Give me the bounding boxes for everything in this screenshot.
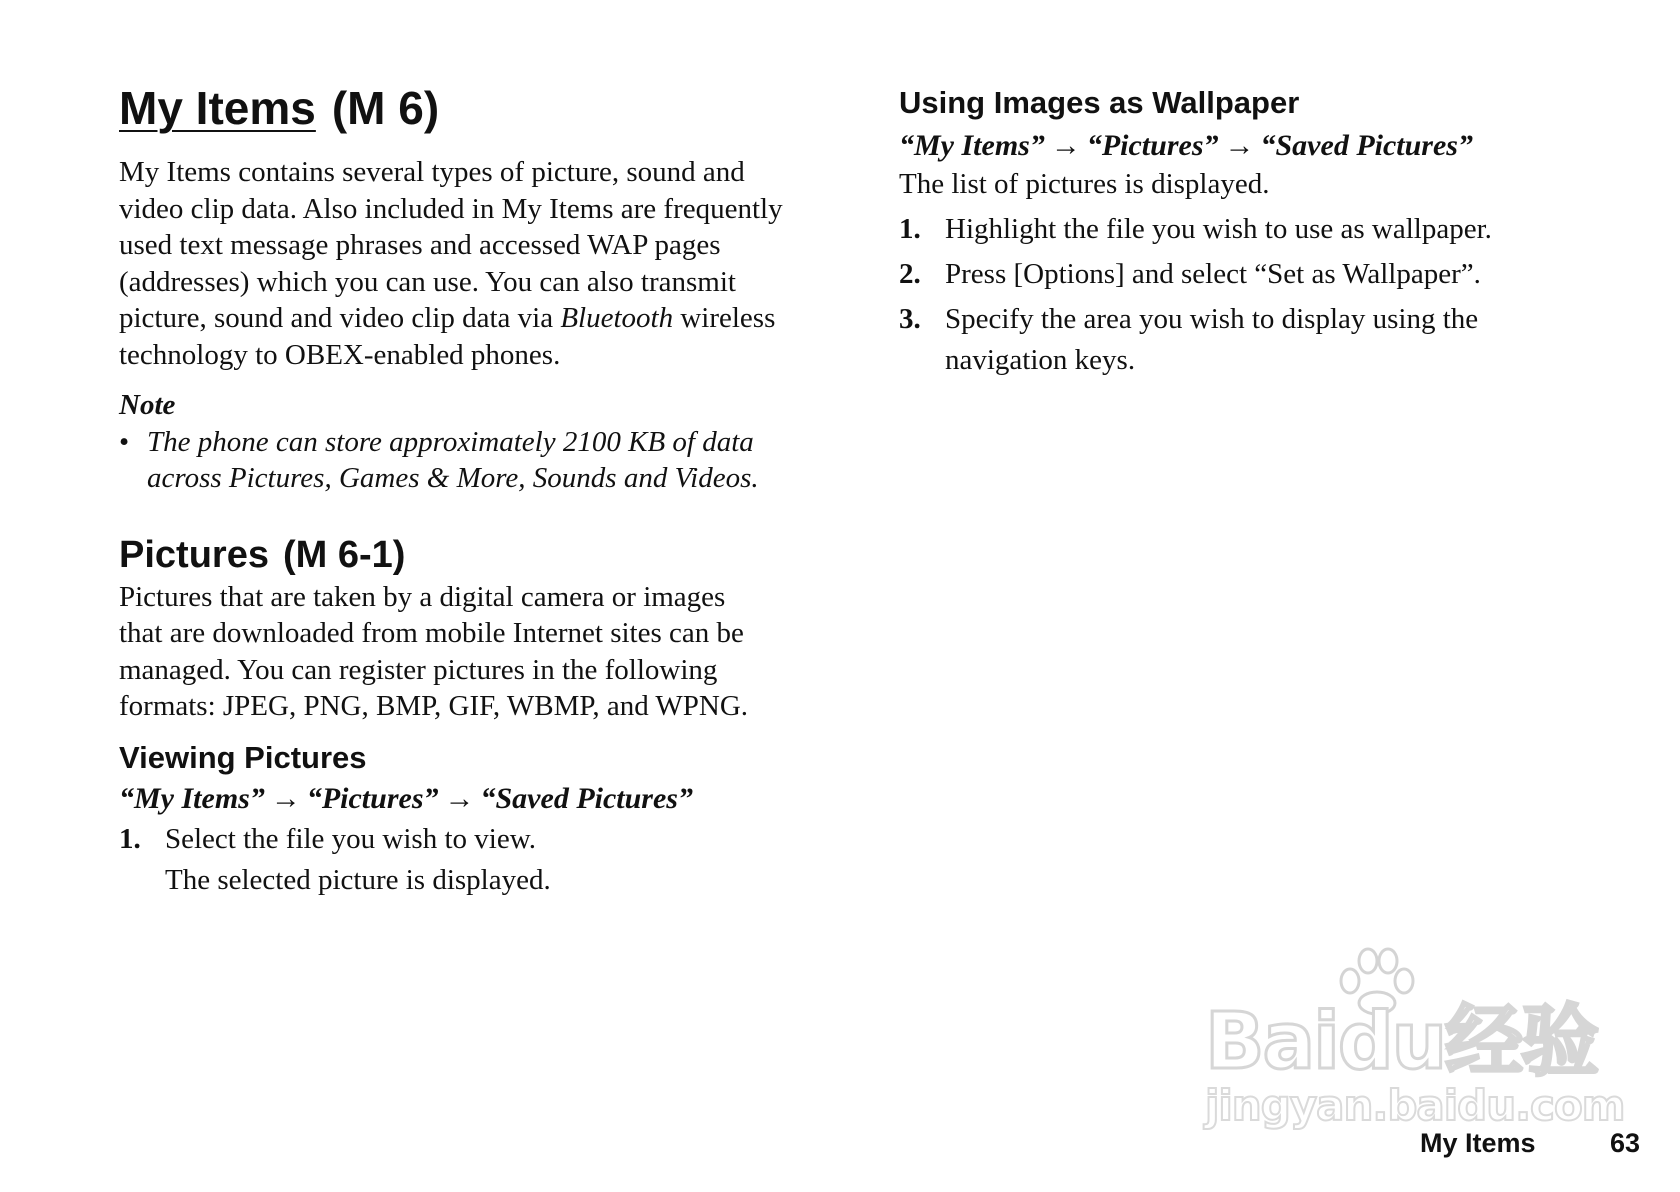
page-title — [119, 76, 839, 140]
path-step: “My Items” — [899, 129, 1045, 162]
step-text: Select the file you wish to view. — [165, 822, 537, 855]
wallpaper-menu-path — [899, 126, 1599, 166]
intro-line — [119, 300, 839, 337]
pictures-code: (M 6-1) — [282, 533, 406, 576]
bullet-icon: • — [119, 425, 130, 458]
pictures-line: that are downloaded from mobile Internet sites can be — [119, 617, 744, 649]
step-text: Press [Options] and select “Set as Wallpaper”. — [945, 257, 1481, 290]
intro-line-part: wireless — [673, 302, 776, 334]
wallpaper-step — [899, 254, 1599, 295]
arrow-right-icon: → — [270, 781, 301, 815]
my-items-intro — [119, 154, 839, 373]
page-number: 63 — [1610, 1128, 1641, 1158]
left-column — [119, 76, 839, 901]
path-step: “Saved Pictures” — [1260, 129, 1473, 162]
pictures-line: managed. You can register pictures in the following — [119, 653, 718, 686]
wallpaper-step — [899, 209, 1599, 250]
watermark-url: jingyan.baidu.com — [1205, 1081, 1625, 1130]
pictures-intro — [119, 579, 839, 725]
wallpaper-step — [899, 299, 1599, 381]
step-number: 2. — [899, 257, 921, 290]
viewing-step-note: The selected picture is displayed. — [165, 863, 551, 896]
wallpaper-steps — [899, 209, 1599, 381]
page-title-code: (M 6) — [331, 82, 440, 134]
baidu-watermark — [1205, 945, 1625, 1135]
intro-line-part: picture, sound and video clip data via — [119, 302, 561, 334]
watermark-main-text: Baidu经验 — [1205, 997, 1598, 1087]
right-column — [899, 82, 1599, 381]
intro-line: video clip data. Also included in My Items are frequently — [119, 192, 783, 225]
pictures-title: Pictures — [119, 533, 269, 576]
pictures-line: formats: JPEG, PNG, BMP, GIF, WBMP, and WPNG. — [119, 690, 749, 722]
step-text: Highlight the file you wish to use as wallpaper. — [945, 212, 1492, 245]
intro-line: (addresses) which you can use. You can also transmit — [119, 265, 736, 298]
step-number: 3. — [899, 302, 921, 335]
note-line: The phone can store approximately 2100 KB of data — [147, 425, 754, 458]
arrow-right-icon: → — [444, 781, 475, 815]
path-step: “Saved Pictures” — [480, 781, 693, 815]
step-number: 1. — [899, 212, 921, 245]
bluetooth-term: Bluetooth — [560, 302, 674, 334]
step-text: Specify the area you wish to display using the — [945, 302, 1479, 335]
step-text: navigation keys. — [945, 343, 1136, 376]
pictures-line: Pictures that are taken by a digital camera or images — [119, 580, 726, 613]
path-step: “Pictures” — [1086, 129, 1219, 162]
note-line: across Pictures, Games & More, Sounds and Videos. — [147, 462, 759, 494]
viewing-pictures-heading: Viewing Pictures — [119, 739, 367, 775]
wallpaper-result: The list of pictures is displayed. — [899, 168, 1270, 200]
page-title-text: My Items — [119, 82, 316, 134]
intro-line: technology to OBEX-enabled phones. — [119, 338, 561, 371]
arrow-right-icon: → — [1224, 129, 1255, 162]
intro-line: My Items contains several types of picture, sound and — [119, 156, 745, 188]
path-step: “Pictures” — [306, 781, 439, 815]
footer-section-title: My Items — [1420, 1128, 1536, 1158]
pictures-heading — [119, 531, 839, 579]
wallpaper-heading: Using Images as Wallpaper — [899, 85, 1300, 120]
note-item — [119, 424, 839, 497]
note-heading: Note — [119, 389, 176, 421]
intro-line: used text message phrases and accessed WAP pages — [119, 229, 721, 261]
step-number: 1. — [119, 822, 141, 855]
viewing-menu-path — [119, 779, 839, 819]
viewing-step — [119, 819, 839, 860]
arrow-right-icon: → — [1050, 129, 1081, 162]
path-step: “My Items” — [119, 781, 265, 815]
